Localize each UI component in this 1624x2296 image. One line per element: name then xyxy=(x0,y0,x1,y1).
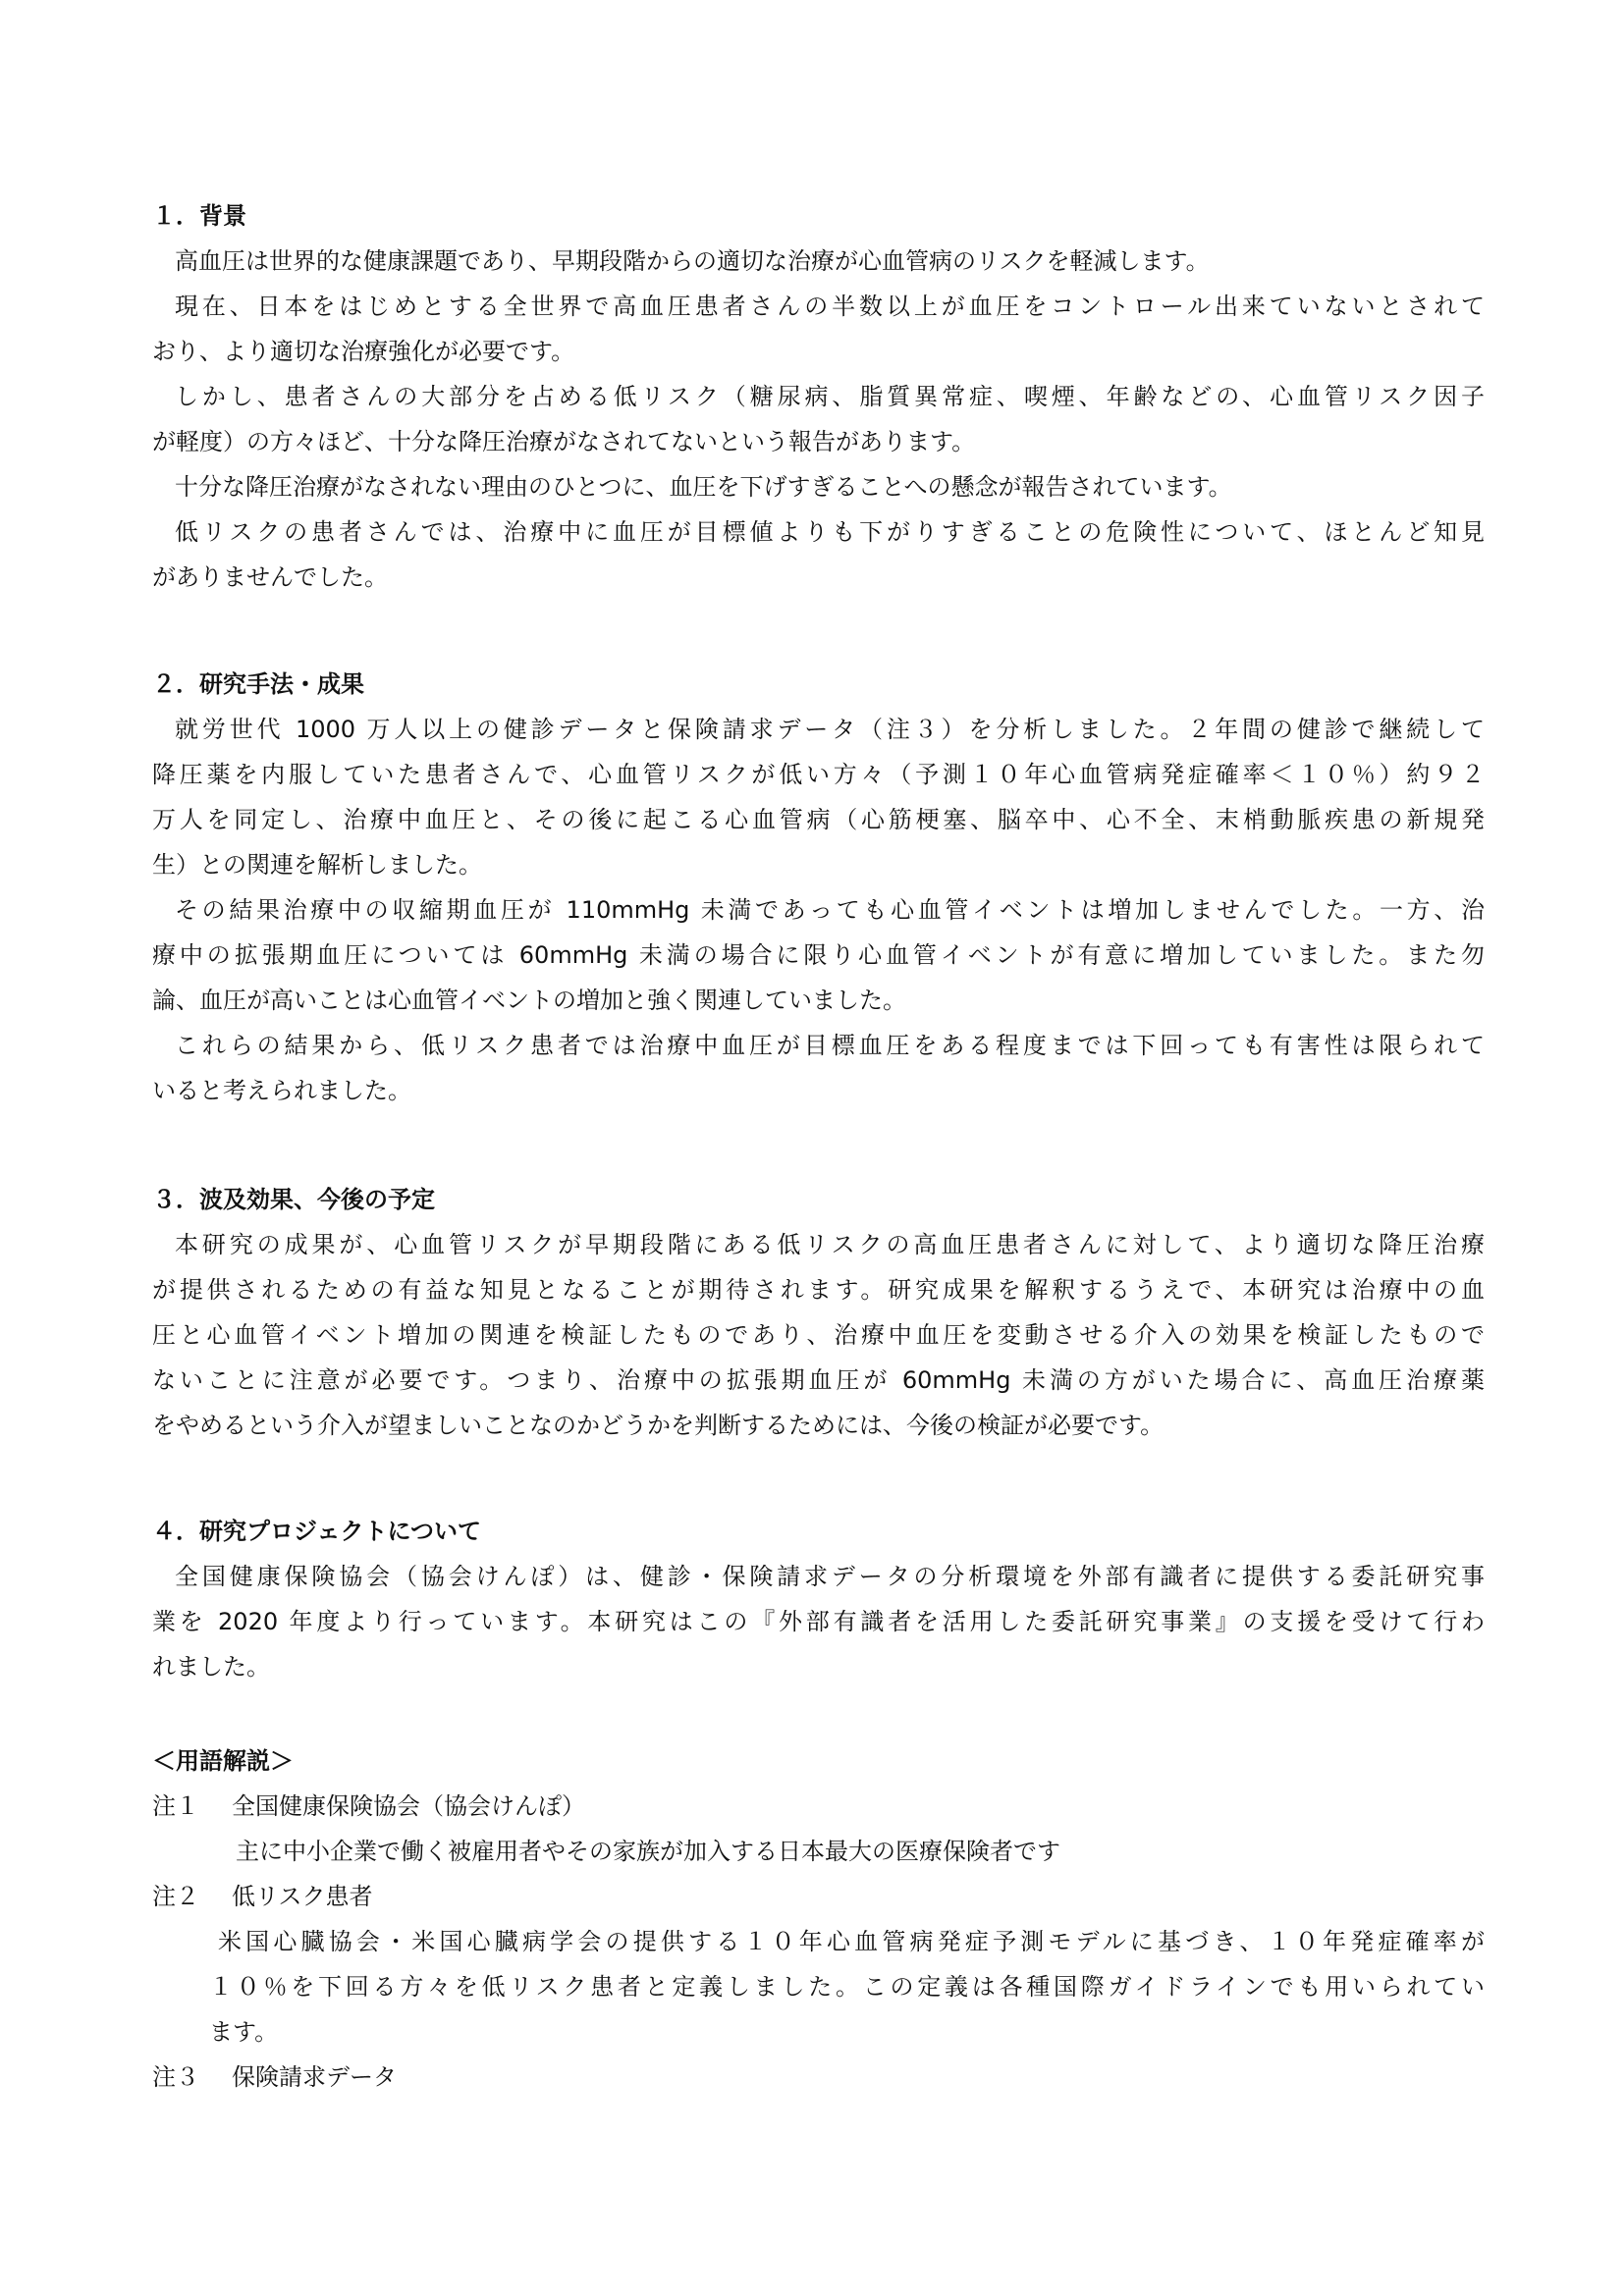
paragraph-line: 療中の拡張期血圧については 60mmHg 未満の場合に限り心血管イベントが有意に増加していました。また勿 xyxy=(152,941,1485,969)
glossary xyxy=(152,1738,1485,2100)
note-description-line: 米国心臓協会・米国心臓病学会の提供する１０年心血管病発症予測モデルに基づき、１０年発症確率が xyxy=(218,1928,1485,1955)
paragraph-line: 高血圧は世界的な健康課題であり、早期段階からの適切な治療が心血管病のリスクを軽減します。 xyxy=(175,247,1210,275)
paragraph-line: 本研究の成果が、心血管リスクが早期段階にある低リスクの高血圧患者さんに対して、より適切な降圧治療 xyxy=(175,1231,1485,1258)
paragraph-line: 生）との関連を解析しました。 xyxy=(152,851,482,879)
paragraph xyxy=(152,1222,1485,1448)
paragraph-line: がありませんでした。 xyxy=(152,563,388,591)
section-heading: ４．研究プロジェクトについて xyxy=(152,1518,482,1545)
paragraph xyxy=(152,1554,1485,1689)
note-term: 低リスク患者 xyxy=(232,1883,373,1910)
paragraph-line: 業を 2020 年度より行っています。本研究はこの『外部有識者を活用した委託研究事業』の支援を受けて行わ xyxy=(152,1608,1485,1635)
paragraph-line: 万人を同定し、治療中血圧と、その後に起こる心血管病（心筋梗塞、脳卒中、心不全、末梢動脈疾患の新規発 xyxy=(152,806,1485,833)
paragraph-line: 全国健康保険協会（協会けんぽ）は、健診・保険請求データの分析環境を外部有識者に提供する委託研究事 xyxy=(175,1563,1485,1590)
note-term: 保険請求データ xyxy=(232,2063,397,2091)
section-heading: ２．研究手法・成果 xyxy=(152,670,364,698)
paragraph xyxy=(152,284,1485,374)
note-label: 注１ xyxy=(152,1792,199,1820)
paragraph xyxy=(152,707,1485,887)
paragraph-line: ないことに注意が必要です。つまり、治療中の拡張期血圧が 60mmHg 未満の方がいた場合に、高血圧治療薬 xyxy=(152,1366,1485,1394)
paragraph-line: が軽度）の方々ほど、十分な降圧治療がなされてないという報告があります。 xyxy=(152,428,976,455)
paragraph-line: 論、血圧が高いことは心血管イベントの増加と強く関連していました。 xyxy=(152,987,906,1014)
glossary-heading: ＜用語解説＞ xyxy=(152,1747,294,1775)
paragraph-line: これらの結果から、低リスク患者では治療中血圧が目標血圧をある程度までは下回っても有害性は限られて xyxy=(175,1032,1485,1059)
paragraph-line: しかし、患者さんの大部分を占める低リスク（糖尿病、脂質異常症、喫煙、年齢などの、心血管リスク因子 xyxy=(175,383,1485,410)
paragraph xyxy=(152,1023,1485,1113)
note-label: 注３ xyxy=(152,2063,199,2091)
glossary-note-title xyxy=(152,2055,1485,2100)
note-label: 注２ xyxy=(152,1883,199,1910)
paragraph xyxy=(152,887,1485,1023)
paragraph xyxy=(152,464,1485,509)
paragraph-line: その結果治療中の収縮期血圧が 110mmHg 未満であっても心血管イベントは増加しませんでした。一方、治 xyxy=(175,896,1485,924)
section-heading: ３．波及効果、今後の予定 xyxy=(152,1186,435,1213)
paragraph xyxy=(152,374,1485,464)
paragraph-line: をやめるという介入が望ましいことなのかどうかを判断するためには、今後の検証が必要です。 xyxy=(152,1412,1164,1439)
paragraph-line: 就労世代 1000 万人以上の健診データと保険請求データ（注３）を分析しました。２年間の健診で継続して xyxy=(175,716,1485,743)
note-term: 全国健康保険協会（協会けんぽ） xyxy=(232,1792,585,1820)
note-description-line: １０％を下回る方々を低リスク患者と定義しました。この定義は各種国際ガイドラインでも用いられてい xyxy=(209,1973,1485,2001)
paragraph xyxy=(152,239,1485,284)
paragraph-line: が提供されるための有益な知見となることが期待されます。研究成果を解釈するうえで、本研究は治療中の血 xyxy=(152,1276,1485,1304)
section-3 xyxy=(152,1177,1485,1448)
glossary-note-title xyxy=(152,1874,1485,1919)
paragraph-line: 低リスクの患者さんでは、治療中に血圧が目標値よりも下がりすぎることの危険性について、ほとんど知見 xyxy=(175,518,1485,546)
section-2 xyxy=(152,662,1485,1113)
note-description-line: 主に中小企業で働く被雇用者やその家族が加入する日本最大の医療保険者です xyxy=(236,1838,1060,1865)
paragraph-line: 現在、日本をはじめとする全世界で高血圧患者さんの半数以上が血圧をコントロール出来ていないとされて xyxy=(175,293,1485,320)
section-1 xyxy=(152,193,1485,600)
section-4 xyxy=(152,1509,1485,1689)
paragraph-line: れました。 xyxy=(152,1653,270,1681)
paragraph-line: いると考えられました。 xyxy=(152,1077,411,1104)
paragraph-line: 降圧薬を内服していた患者さんで、心血管リスクが低い方々（予測１０年心血管病発症確率＜１０％）約９２ xyxy=(152,761,1485,788)
glossary-note-title xyxy=(152,1784,1485,1829)
paragraph-line: おり、より適切な治療強化が必要です。 xyxy=(152,338,575,365)
paragraph-line: 圧と心血管イベント増加の関連を検証したものであり、治療中血圧を変動させる介入の効果を検証したもので xyxy=(152,1321,1485,1349)
section-heading: １．背景 xyxy=(152,202,246,230)
note-description-line: ます。 xyxy=(209,2018,279,2046)
paragraph-line: 十分な降圧治療がなされない理由のひとつに、血圧を下げすぎることへの懸念が報告されています。 xyxy=(175,473,1232,501)
paragraph xyxy=(152,509,1485,600)
